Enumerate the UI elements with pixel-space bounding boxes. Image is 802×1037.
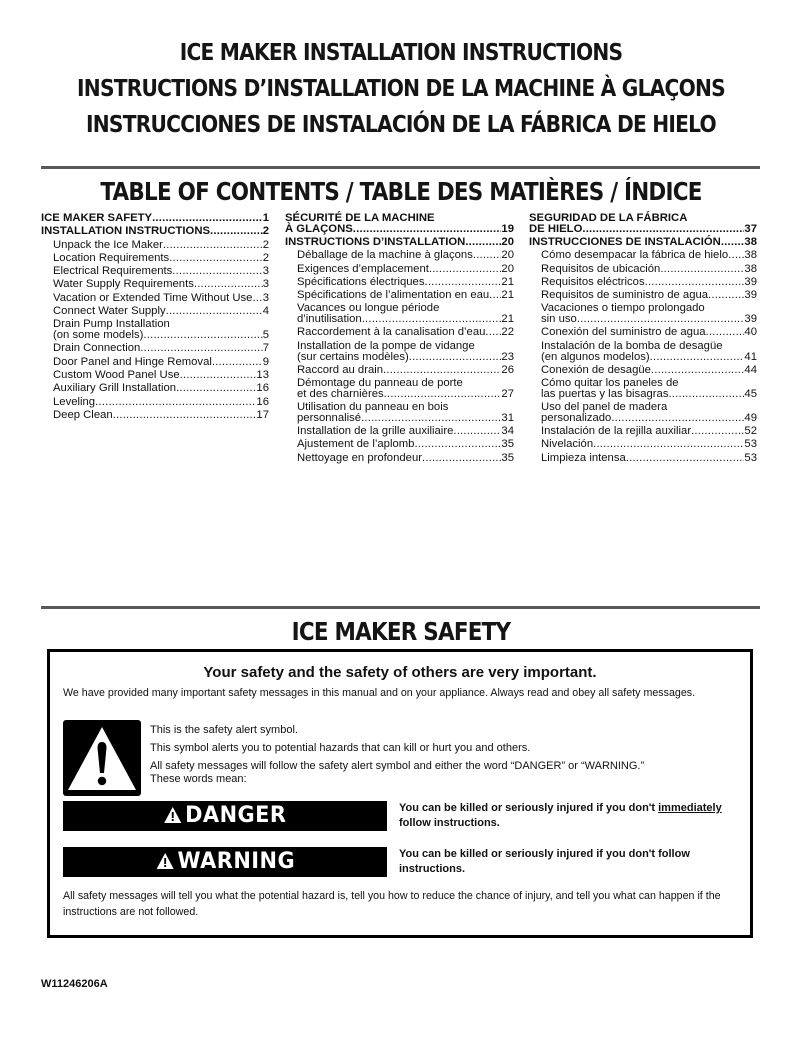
toc-entry-title: INSTRUCCIONES DE INSTALACIÓN — [529, 236, 721, 248]
toc-entry-title: Déballage de la machine à glaçons — [297, 249, 473, 262]
toc-dot-leader — [210, 225, 263, 238]
toc-entry-title: personalizado — [541, 412, 612, 425]
toc-entry-line — [53, 382, 269, 395]
toc-entry-line — [297, 452, 514, 465]
toc-page-number: 21 — [501, 313, 514, 326]
title-french: INSTRUCTIONS D’INSTALLATION DE LA MACHINE À GLAÇONS — [77, 74, 725, 102]
toc-entry-line — [541, 425, 757, 438]
toc-entry-title-first-line: SÉCURITÉ DE LA MACHINE — [285, 212, 435, 224]
toc-entry-title-first-line: Instalación de la bomba de desagüe — [541, 339, 723, 352]
toc-entry-title-first-line: Drain Pump Installation — [53, 318, 170, 331]
toc-entry-line — [541, 326, 757, 339]
toc-entry[interactable] — [285, 249, 514, 262]
toc-page-number: 4 — [262, 305, 269, 318]
toc-dot-leader — [361, 413, 501, 424]
toc-dot-leader — [424, 276, 501, 289]
toc-page-number: 34 — [501, 425, 514, 438]
toc-dot-leader — [95, 396, 256, 409]
toc-entry[interactable] — [41, 382, 269, 395]
toc-entry-title: Custom Wood Panel Use — [53, 368, 180, 381]
toc-page-number: 20 — [501, 249, 514, 262]
toc-entry[interactable] — [529, 212, 757, 236]
toc-page-number: 49 — [744, 412, 757, 425]
toc-title: TABLE OF CONTENTS / TABLE DES MATIÈRES / ÍNDICE — [100, 177, 702, 206]
toc-dot-leader — [645, 276, 745, 289]
toc-entry-title: Water Supply Requirements — [53, 278, 194, 291]
toc-dot-leader — [691, 425, 744, 438]
toc-column-french — [285, 212, 514, 465]
toc-entry-title: Exigences d’emplacement — [297, 262, 429, 275]
toc-page-number: 19 — [501, 223, 514, 235]
toc-dot-leader — [465, 236, 501, 249]
toc-entry[interactable] — [529, 236, 757, 249]
toc-entry-title-first-line: Cómo quitar los paneles de — [541, 377, 679, 390]
toc-dot-leader — [143, 330, 262, 341]
toc-dot-leader — [668, 389, 744, 400]
toc-page-number: 53 — [744, 438, 757, 451]
toc-entry-title-first-line: SEGURIDAD DE LA FÁBRICA — [529, 212, 688, 224]
toc-page-number: 20 — [501, 236, 514, 248]
toc-dot-leader — [176, 382, 256, 395]
toc-entry[interactable] — [529, 302, 757, 326]
toc-dot-leader — [169, 252, 263, 265]
toc-page-number: 1 — [262, 212, 269, 224]
toc-dot-leader — [140, 342, 262, 355]
toc-entry-line — [541, 263, 757, 276]
toc-entry-title: (en algunos modelos) — [541, 350, 650, 363]
toc-entry-line — [297, 289, 514, 302]
danger-desc-text-end: follow instructions. — [399, 817, 500, 829]
toc-entry[interactable] — [529, 452, 757, 465]
toc-dot-leader — [172, 265, 262, 278]
toc-entry-line — [297, 438, 514, 451]
toc-dot-leader — [489, 289, 501, 302]
toc-entry[interactable] — [529, 326, 757, 339]
toc-dot-leader — [660, 263, 744, 276]
toc-page-number: 21 — [501, 275, 514, 288]
toc-column-spanish — [529, 212, 757, 465]
toc-entry[interactable] — [41, 278, 269, 291]
toc-entry-title: Spécifications de l’alimentation en eau — [297, 289, 490, 302]
warning-signal-word — [63, 847, 387, 877]
toc-entry-title: Installation de la grille auxiliaire — [297, 425, 454, 438]
toc-dot-leader — [708, 289, 744, 302]
toc-entry-line — [297, 389, 514, 400]
alert-explanation — [150, 724, 750, 791]
toc-entry-title: Conexión de desagüe — [541, 363, 651, 376]
toc-entry[interactable] — [41, 409, 269, 422]
toc-entry-title: personnalisé — [297, 412, 362, 425]
toc-entry-line — [53, 265, 269, 278]
danger-alert-icon — [163, 806, 182, 824]
toc-entry-title: Auxiliary Grill Installation — [53, 382, 177, 395]
toc-dot-leader — [721, 236, 745, 249]
toc-entry-title-first-line: Démontage du panneau de porte — [297, 377, 463, 390]
toc-entry-line — [297, 352, 514, 363]
toc-page-number: 40 — [744, 326, 757, 339]
toc-entry-line — [53, 252, 269, 265]
safety-intro: We have provided many important safety messages in this manual and on your appliance. Always read and obey all safety messages. — [63, 687, 696, 699]
toc-dot-leader — [706, 326, 745, 339]
toc-entry[interactable] — [41, 369, 269, 382]
toc-entry-title: INSTALLATION INSTRUCTIONS — [41, 225, 211, 238]
toc-entry-title: (sur certains modèles) — [297, 350, 409, 363]
toc-entry-title: ICE MAKER SAFETY — [41, 212, 153, 224]
toc-entry[interactable] — [529, 377, 757, 401]
toc-entry-line — [53, 278, 269, 291]
toc-dot-leader — [384, 389, 502, 400]
toc-page-number: 44 — [744, 363, 757, 376]
toc-page-number: 21 — [501, 289, 514, 302]
document-number: W11246206A — [41, 978, 108, 990]
toc-entry-line — [53, 409, 269, 422]
toc-dot-leader — [650, 352, 745, 363]
toc-entry-title: Cómo desempacar la fábrica de hielo — [541, 249, 729, 262]
danger-description — [399, 801, 749, 831]
toc-dot-leader — [453, 425, 501, 438]
toc-entry[interactable] — [285, 326, 514, 339]
toc-entry-title-first-line: Vacances ou longue période — [297, 302, 440, 315]
toc-page-number: 39 — [744, 313, 757, 326]
toc-page-number: 37 — [744, 223, 757, 235]
toc-entry[interactable] — [41, 342, 269, 355]
toc-entry-line — [53, 369, 269, 382]
toc-entry[interactable] — [41, 239, 269, 252]
toc-dot-leader — [212, 356, 263, 369]
toc-page-number: 16 — [256, 395, 269, 408]
toc-column-english — [41, 212, 269, 422]
toc-entry[interactable] — [285, 289, 514, 302]
toc-page-number: 38 — [744, 262, 757, 275]
toc-entry-line — [529, 224, 757, 235]
toc-dot-leader — [362, 314, 502, 325]
divider-rule-top — [41, 166, 760, 169]
toc-entry[interactable] — [529, 401, 757, 425]
toc-dot-leader — [353, 224, 502, 235]
toc-entry[interactable] — [285, 401, 514, 425]
toc-entry[interactable] — [41, 318, 269, 342]
toc-entry-title: INSTRUCTIONS D’INSTALLATION — [285, 236, 466, 248]
toc-entry-title-first-line: Vacaciones o tiempo prolongado — [541, 302, 705, 315]
toc-entry[interactable] — [529, 249, 757, 262]
toc-dot-leader — [485, 326, 501, 339]
warning-label: WARNING — [177, 849, 295, 874]
alert-line-3: All safety messages will follow the safety alert symbol and either the word “DANGER” or “WARNING.” — [150, 760, 645, 772]
toc-entry-title: Conexión del suministro de agua — [541, 326, 706, 339]
toc-page-number: 3 — [262, 291, 269, 304]
alert-line-1: This is the safety alert symbol. — [150, 724, 298, 736]
toc-entry-title: Requisitos eléctricos — [541, 275, 645, 288]
toc-entry[interactable] — [41, 396, 269, 409]
toc-entry[interactable] — [285, 302, 514, 326]
toc-page-number: 41 — [744, 350, 757, 363]
toc-entry-line — [297, 326, 514, 339]
toc-entry-line — [541, 438, 757, 451]
toc-entry-title: Connect Water Supply — [53, 305, 166, 318]
title-english: ICE MAKER INSTALLATION INSTRUCTIONS — [179, 38, 623, 66]
toc-entry-title: Ajustement de l’aplomb — [297, 438, 415, 451]
toc-entry-line — [41, 212, 269, 225]
toc-entry[interactable] — [41, 356, 269, 369]
toc-page-number: 38 — [744, 236, 757, 248]
toc-entry[interactable] — [285, 276, 514, 289]
toc-entry-line — [53, 356, 269, 369]
toc-dot-leader — [409, 352, 502, 363]
toc-dot-leader — [383, 364, 501, 377]
toc-entry-title: (on some models) — [53, 329, 144, 342]
toc-page-number: 23 — [501, 350, 514, 363]
toc-entry[interactable] — [285, 364, 514, 377]
toc-page-number: 17 — [256, 408, 269, 421]
toc-entry-line — [297, 276, 514, 289]
toc-entry-line — [53, 342, 269, 355]
toc-entry-title: Vacation or Extended Time Without Use — [53, 291, 253, 304]
toc-entry-title: Deep Clean — [53, 408, 113, 421]
toc-entry-line — [541, 452, 757, 465]
toc-dot-leader — [626, 452, 745, 465]
toc-entry-title: Drain Connection — [53, 342, 141, 355]
toc-entry-line — [297, 263, 514, 276]
toc-page-number: 52 — [744, 425, 757, 438]
toc-entry-title: À GLAÇONS — [285, 223, 353, 235]
toc-entry-title: Spécifications électriques — [297, 275, 425, 288]
toc-dot-leader — [113, 409, 257, 422]
toc-entry-title: Limpieza intensa — [541, 451, 626, 464]
toc-entry-title: Raccordement à la canalisation d’eau — [297, 326, 486, 339]
toc-entry[interactable] — [529, 289, 757, 302]
toc-page-number: 2 — [262, 251, 269, 264]
toc-page-number: 7 — [262, 342, 269, 355]
toc-page-number: 9 — [262, 355, 269, 368]
toc-entry-title: las puertas y las bisagras — [541, 388, 669, 401]
toc-dot-leader — [593, 438, 744, 451]
toc-entry-line — [285, 236, 514, 249]
toc-dot-leader — [577, 314, 745, 325]
toc-entry-line — [297, 413, 514, 424]
toc-dot-leader — [728, 249, 744, 262]
toc-entry-line — [541, 352, 757, 363]
toc-entry-line — [53, 292, 269, 305]
toc-entry-title: sin uso — [541, 313, 577, 326]
toc-page-number: 31 — [501, 412, 514, 425]
toc-entry[interactable] — [285, 263, 514, 276]
toc-entry-line — [53, 396, 269, 409]
toc-entry-line — [529, 236, 757, 249]
warning-alert-icon — [155, 852, 174, 870]
toc-entry[interactable] — [41, 252, 269, 265]
toc-page-number: 39 — [744, 275, 757, 288]
toc-dot-leader — [166, 305, 263, 318]
toc-dot-leader — [651, 364, 745, 377]
toc-entry-line — [53, 330, 269, 341]
toc-page-number: 16 — [256, 382, 269, 395]
title-spanish: INSTRUCCIONES DE INSTALACIÓN DE LA FÁBRICA DE HIELO — [86, 110, 716, 138]
document-title-block — [0, 34, 802, 142]
toc-page-number: 5 — [262, 329, 269, 342]
toc-entry-line — [53, 239, 269, 252]
toc-entry[interactable] — [285, 377, 514, 401]
toc-entry[interactable] — [529, 425, 757, 438]
toc-page-number: 27 — [501, 388, 514, 401]
toc-page-number: 35 — [501, 438, 514, 451]
toc-entry[interactable] — [285, 452, 514, 465]
toc-page-number: 26 — [501, 363, 514, 376]
toc-entry-title: Requisitos de ubicación — [541, 262, 661, 275]
toc-entry-title: Nivelación — [541, 438, 594, 451]
toc-entry-title: Raccord au drain — [297, 363, 384, 376]
warning-description: You can be killed or seriously injured if you don't follow instructions. — [399, 848, 690, 875]
toc-entry[interactable] — [529, 263, 757, 276]
toc-dot-leader — [422, 452, 501, 465]
toc-entry-title-first-line: Installation de la pompe de vidange — [297, 339, 475, 352]
toc-entry[interactable] — [41, 212, 269, 225]
toc-dot-leader — [194, 278, 263, 291]
toc-dot-leader — [429, 263, 502, 276]
toc-entry-title-first-line: Utilisation du panneau en bois — [297, 401, 449, 414]
toc-entry-line — [541, 413, 757, 424]
safety-alert-triangle-icon — [63, 720, 141, 796]
safety-heading: Your safety and the safety of others are very important. — [203, 664, 597, 681]
toc-entry-line — [53, 305, 269, 318]
toc-entry[interactable] — [529, 340, 757, 364]
toc-entry[interactable] — [529, 276, 757, 289]
toc-entry[interactable] — [529, 438, 757, 451]
toc-dot-leader — [152, 212, 263, 225]
toc-entry-line — [297, 249, 514, 262]
toc-entry-line — [297, 314, 514, 325]
toc-entry-line — [541, 289, 757, 302]
toc-page-number: 20 — [501, 262, 514, 275]
alert-line-2: This symbol alerts you to potential hazards that can kill or hurt you and others. — [150, 742, 531, 754]
toc-entry-title: Location Requirements — [53, 251, 170, 264]
toc-entry[interactable] — [41, 292, 269, 305]
toc-entry-title: Unpack the Ice Maker — [53, 238, 163, 251]
toc-entry-line — [541, 364, 757, 377]
toc-entry-title: Electrical Requirements — [53, 265, 173, 278]
toc-entry[interactable] — [41, 225, 269, 238]
toc-entry[interactable] — [285, 340, 514, 364]
toc-dot-leader — [180, 369, 257, 382]
toc-entry[interactable] — [285, 438, 514, 451]
danger-signal-word — [63, 801, 387, 831]
toc-entry-title-first-line: Uso del panel de madera — [541, 401, 668, 414]
toc-entry-line — [297, 364, 514, 377]
danger-desc-text: You can be killed or seriously injured if you don't — [399, 802, 659, 814]
toc-dot-leader — [163, 239, 263, 252]
toc-page-number: 53 — [744, 451, 757, 464]
toc-dot-leader — [473, 249, 502, 262]
toc-entry-title: Leveling — [53, 395, 96, 408]
toc-entry-title: DE HIELO — [529, 223, 583, 235]
toc-entry[interactable] — [285, 236, 514, 249]
danger-label: DANGER — [185, 803, 287, 828]
toc-entry[interactable] — [285, 425, 514, 438]
toc-page-number: 13 — [256, 368, 269, 381]
toc-entry-line — [297, 425, 514, 438]
toc-entry-title: Nettoyage en profondeur — [297, 451, 422, 464]
toc-page-number: 3 — [262, 278, 269, 291]
toc-page-number: 35 — [501, 451, 514, 464]
danger-desc-emphasis: immediately — [658, 802, 722, 814]
toc-entry-title: et des charnières — [297, 388, 384, 401]
toc-entry-title: Requisitos de suministro de agua — [541, 289, 709, 302]
toc-dot-leader — [252, 292, 262, 305]
toc-page-number: 38 — [744, 249, 757, 262]
toc-entry-title: Door Panel and Hinge Removal — [53, 355, 212, 368]
toc-entry-line — [541, 276, 757, 289]
toc-page-number: 2 — [262, 225, 269, 238]
toc-dot-leader — [582, 224, 744, 235]
toc-dot-leader — [414, 438, 501, 451]
toc-page-number: 39 — [744, 289, 757, 302]
toc-entry-line — [541, 389, 757, 400]
toc-entry[interactable] — [285, 212, 514, 236]
toc-page-number: 2 — [262, 238, 269, 251]
toc-entry-line — [541, 249, 757, 262]
divider-rule-safety — [41, 606, 760, 609]
toc-entry-line — [541, 314, 757, 325]
toc-entry[interactable] — [529, 364, 757, 377]
toc-entry[interactable] — [41, 265, 269, 278]
safety-section-title: ICE MAKER SAFETY — [291, 617, 511, 646]
toc-entry-line — [41, 225, 269, 238]
safety-footer: All safety messages will tell you what the potential hazard is, tell you how to reduce the chance of injury, and tell you what can happen if the instructions are not followed. — [63, 890, 721, 918]
toc-entry[interactable] — [41, 305, 269, 318]
toc-entry-title: d’inutilisation — [297, 313, 362, 326]
toc-dot-leader — [611, 413, 744, 424]
safety-box — [47, 649, 753, 938]
toc-page-number: 22 — [501, 326, 514, 339]
toc-entry-title: Instalación de la rejilla auxiliar — [541, 425, 692, 438]
alert-line-4: These words mean: — [150, 773, 247, 785]
toc-page-number: 3 — [262, 265, 269, 278]
toc-entry-line — [285, 224, 514, 235]
toc-page-number: 45 — [744, 388, 757, 401]
